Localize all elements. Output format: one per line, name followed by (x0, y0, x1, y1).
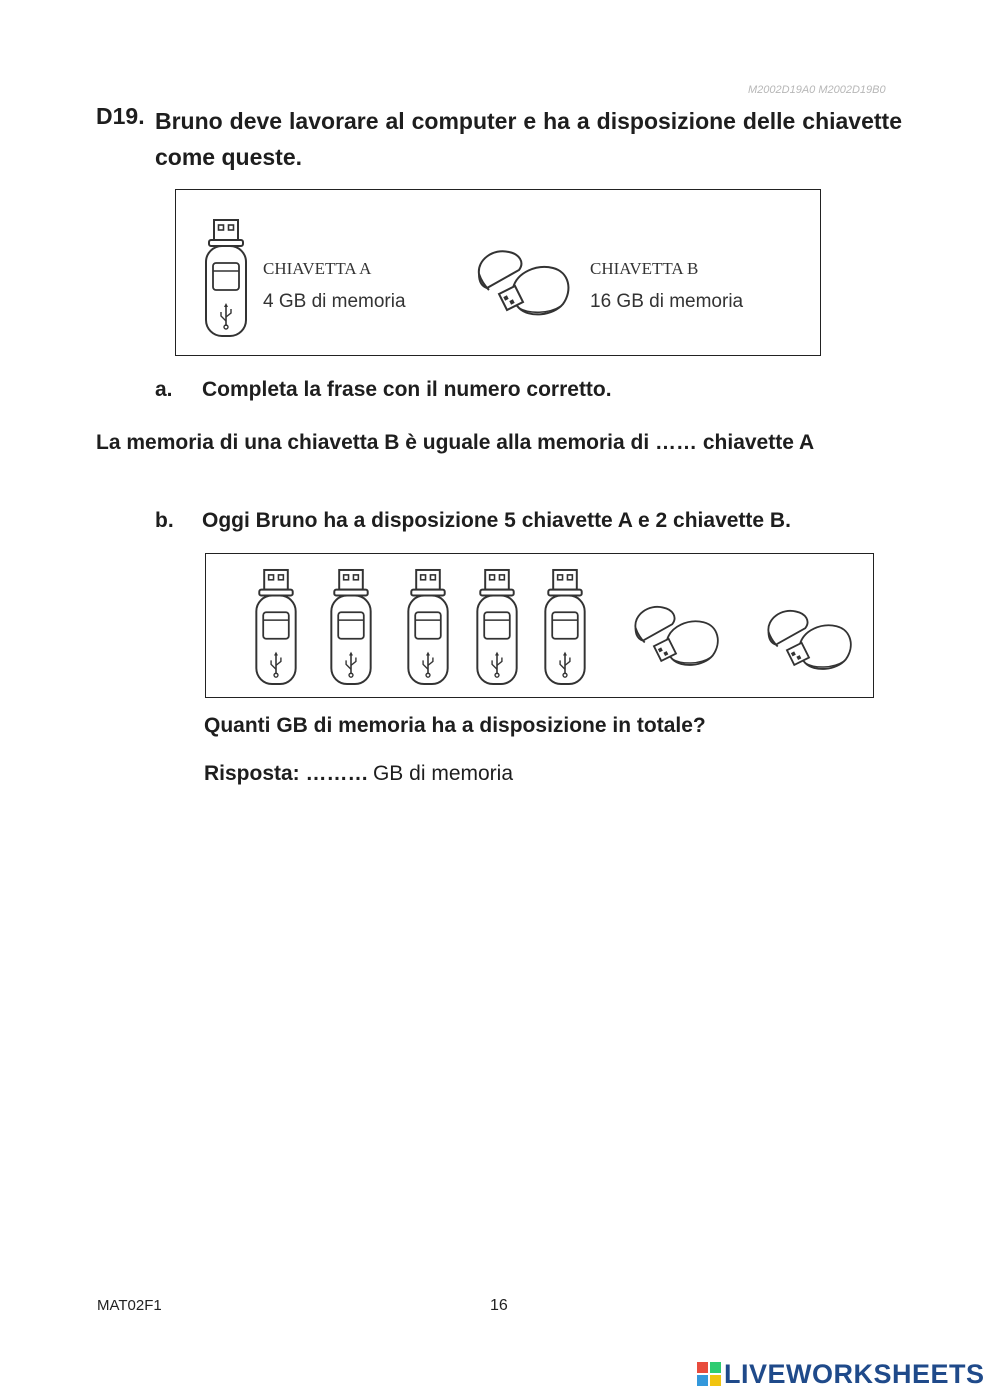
usb-stick-b-icon (763, 604, 855, 678)
usb-stick-a-icon (475, 568, 519, 686)
key-a-memory: 4 GB di memoria (263, 291, 406, 312)
liveworksheets-logo (697, 1359, 985, 1389)
page-number: 16 (490, 1297, 508, 1314)
usb-stick-a-icon (406, 568, 450, 686)
answer-line (204, 762, 513, 786)
logo-text: LIVEWORKSHEETS (724, 1358, 985, 1389)
question-number: D19. (96, 103, 145, 129)
part-a-instruction: Completa la frase con il numero corretto. (202, 378, 612, 401)
key-b-memory: 16 GB di memoria (590, 291, 744, 312)
liveworksheets-logo-icon (697, 1362, 721, 1386)
key-a-name: CHIAVETTA A (263, 259, 372, 278)
usb-stick-b-icon (473, 244, 573, 324)
usb-stick-a-icon (204, 218, 248, 338)
part-b-letter: b. (155, 509, 174, 532)
footer-code: MAT02F1 (97, 1297, 162, 1314)
item-codes: M2002D19A0 M2002D19B0 (748, 84, 886, 96)
usb-stick-a-icon (543, 568, 587, 686)
key-b-name: CHIAVETTA B (590, 259, 699, 278)
answer-label: Risposta: ……… (204, 762, 369, 785)
usb-stick-a-icon (254, 568, 298, 686)
part-b-question: Quanti GB di memoria ha a disposizione in totale? (204, 714, 706, 737)
part-b-instruction: Oggi Bruno ha a disposizione 5 chiavette A e 2 chiavette B. (202, 509, 791, 532)
answer-unit: GB di memoria (372, 762, 514, 785)
part-a-sentence: La memoria di una chiavetta B è uguale alla memoria di …… chiavette A (96, 431, 815, 454)
usb-stick-b-icon (630, 600, 722, 674)
usb-stick-a-icon (329, 568, 373, 686)
part-a-letter: a. (155, 378, 173, 401)
question-text: Bruno deve lavorare al computer e ha a disposizione delle chiavette come queste. (155, 108, 902, 170)
